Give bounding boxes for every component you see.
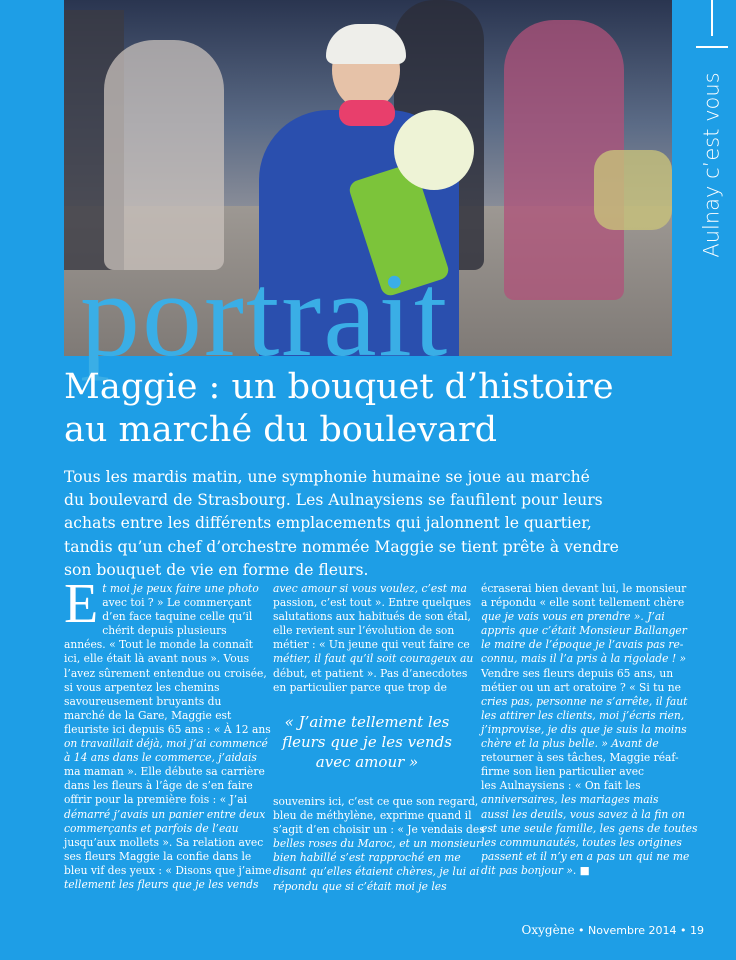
section-label: Aulnay c’est vous xyxy=(700,72,724,258)
body-column-1: E t moi je peux faire une photo avec toi ? » Le commerçant d’en face taquine celle qu’il chérit depuis plusieurs années. « Tout le monde la connaît ici, elle était là avant nous ». Vous l’avez sûrement entendue ou croisée, si vous arpentez les chemins savoureusement bruyants du marché de la Gare, Maggie est fleuriste ici depuis 65 ans : « À 12 ans on travaillait déjà, moi j’ai commencé à 14 ans dans le commerce, j’aidais ma maman ». Elle débute sa carrière dans les fleurs à l’âge de s’en faire offrir pour la première fois : « J’ai démarré j’avais un panier entre deux commerçants et parfois de l’eau jusqu’aux mollets ». Sa relation avec ses fleurs Maggie la confie dans le bleu vif des yeux : « Disons que j’aime tellement les fleurs que je les vends xyxy=(64,573,272,891)
body-column-3: écraserai bien devant lui, le monsieur a répondu « elle sont tellement chère que je vais vous en prendre ». J’ai appris que c’était Monsieur Ballanger le maire de l’époque je l’avais pas re- connu, mais il l’a pris à la rigolade ! » Vendre ses fleurs depuis 65 ans, un métier ou un art oratoire ? « Si tu ne cries pas, personne ne s’arrête, il faut les attirer les clients, moi j’écris rien, j’improvise, je dis que je suis la moins chère et la plus belle. » Avant de retourner à ses tâches, Maggie réaf- firme son lien particulier avec les Aulnaysiens : « On fait les anniversaires, les mariages mais aussi les deuils, vous savez à la fin on est une seule famille, les gens de toutes les communautés, toutes les origines passent et il n’y en a pas un qui ne me dit pas bonjour ». ■ xyxy=(481,582,698,877)
page-number: 19 xyxy=(690,924,704,937)
body-column-2-bottom: souvenirs ici, c’est ce que son regard, bleu de méthylène, exprime quand il s’agit d’en choisir un : « Je vendais des belles roses du Maroc, et un monsieur bien habillé s’est rapproché en me disant qu’elles étaient chères, je lui ai répondu que si c’était moi je les xyxy=(273,795,485,893)
issue-date: • Novembre 2014 • xyxy=(578,924,687,937)
side-tick xyxy=(696,46,728,48)
pull-quote: « J’aime tellement les fleurs que je les vends avec amour » xyxy=(282,713,452,771)
rubric-word: portrait xyxy=(80,248,450,381)
article-title: Maggie : un bouquet d’histoire au marché du boulevard xyxy=(64,367,614,450)
side-rule xyxy=(711,0,713,36)
magazine-name: Oxygène xyxy=(521,923,575,937)
article-intro: Tous les mardis matin, une symphonie humaine se joue au marché du boulevard de Strasbourg. Les Aulnaysiens se faufilent pour leurs achats entre les différents emplacements qui jalonnent le quartier, tandis qu’un chef d’orchestre nommée Maggie se tient prête à vendre son bouquet de vie en forme de fleurs. xyxy=(64,468,619,579)
body-column-2-top: avec amour si vous voulez, c’est ma passion, c’est tout ». Entre quelques salutations aux habitués de son étal, elle revient sur l’évolution de son métier : « Un jeune qui veut faire ce métier, il faut qu’il soit courageux au début, et patient ». Pas d’anecdotes en particulier parce que trop de xyxy=(273,582,474,694)
drop-cap: E xyxy=(64,573,99,635)
page-footer xyxy=(522,923,704,937)
